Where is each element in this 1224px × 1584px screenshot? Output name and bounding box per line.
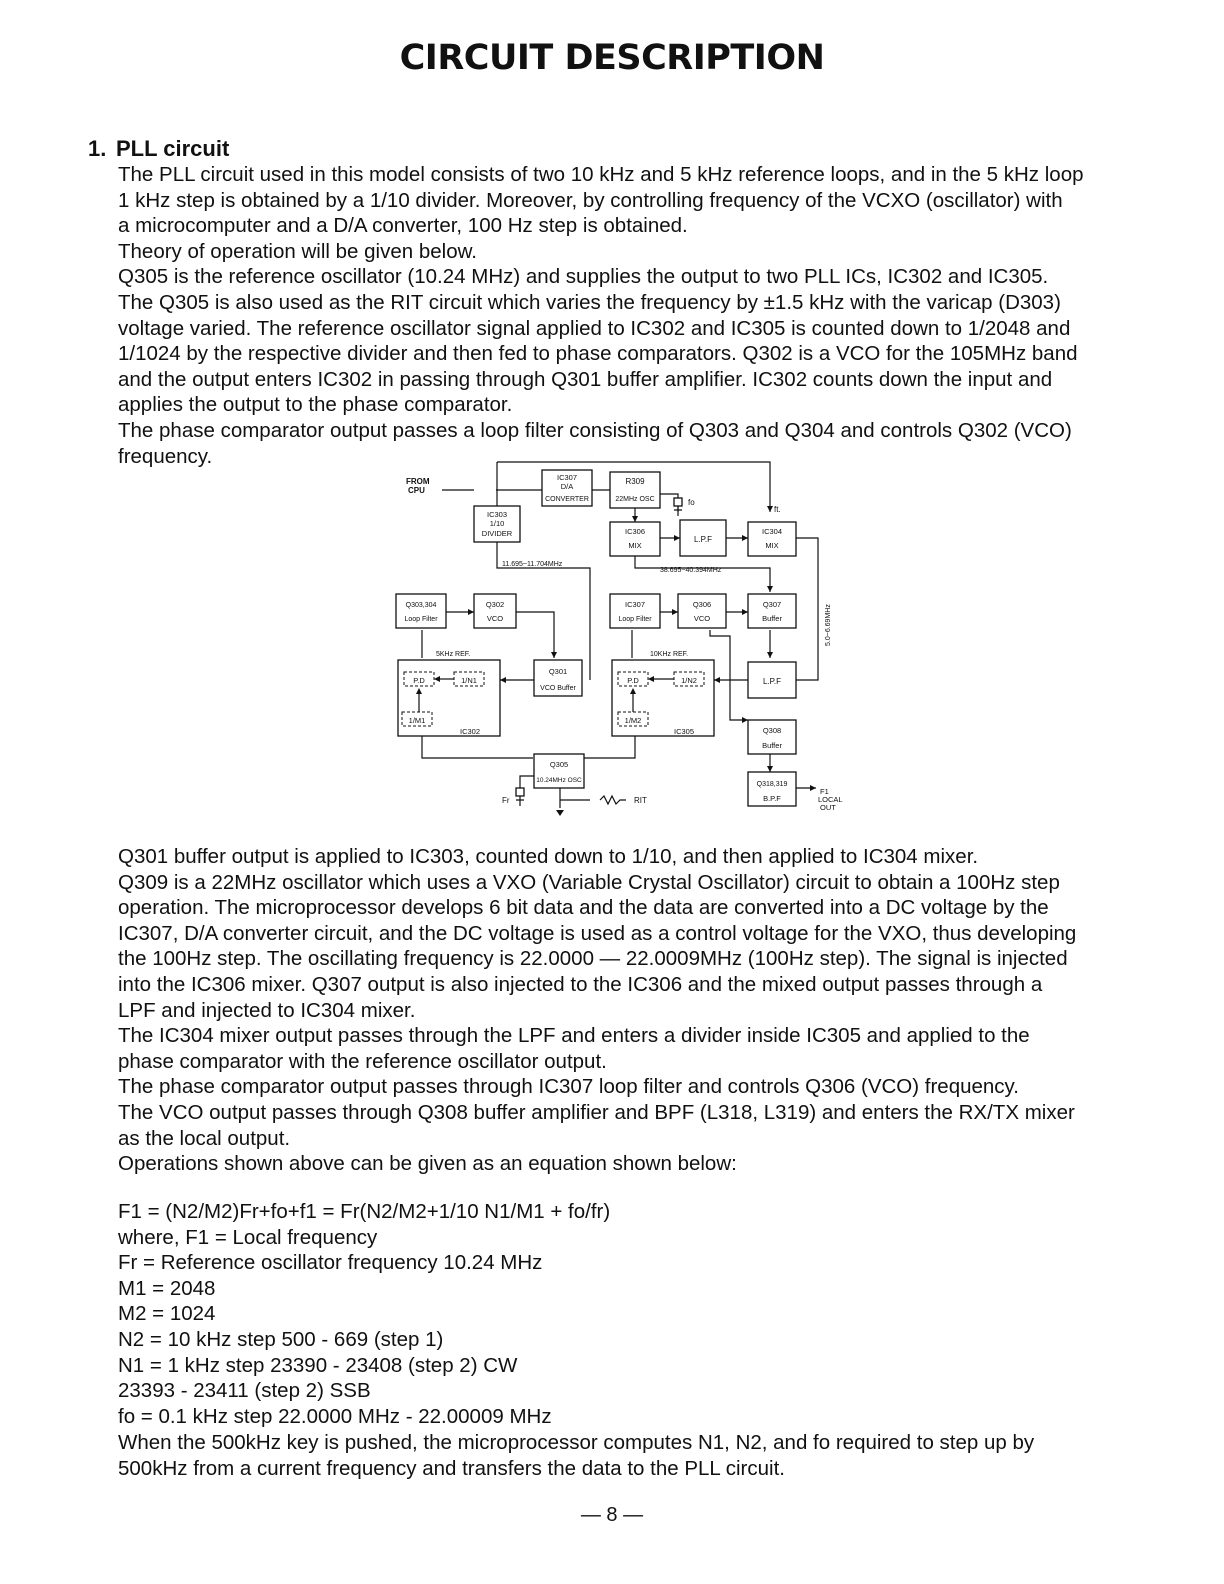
- lpf-block-upper: [680, 520, 726, 556]
- r309-oscillator-block: [610, 472, 660, 508]
- section-heading: [88, 136, 229, 162]
- ic307-da-converter-block: [542, 470, 592, 506]
- block-label: Q318,319: [756, 781, 788, 788]
- block-label: IC303: [486, 510, 508, 519]
- text-line: Theory of operation will be given below.: [118, 239, 477, 263]
- equation-line: 23393 - 23411 (step 2) SSB: [118, 1379, 371, 1403]
- pll-block-diagram: [390, 458, 860, 824]
- block-label: R309: [625, 477, 645, 486]
- block-label: Q303,304: [405, 602, 437, 609]
- local-out-label: LOCAL: [818, 795, 843, 804]
- text-line: LPF and injected to IC304 mixer.: [118, 998, 416, 1022]
- text-line: voltage varied. The reference oscillator signal applied to IC302 and IC305 is counted down to 1/2048 and: [118, 316, 1071, 340]
- ic303-divider-block: [474, 506, 520, 542]
- equation-line: F1 = (N2/M2)Fr+fo+f1 = Fr(N2/M2+1/10 N1/M1 + fo/fr): [118, 1200, 611, 1223]
- block-label: CONVERTER: [545, 496, 589, 503]
- text-line: a microcomputer and a D/A converter, 100 Hz step is obtained.: [118, 214, 688, 238]
- block-label: Loop Filter: [618, 616, 652, 623]
- q301-vco-buffer-block: [534, 660, 582, 696]
- text-line: The IC304 mixer output passes through the LPF and enters a divider inside IC305 and applied to the: [118, 1024, 1030, 1048]
- text-line: into the IC306 mixer. Q307 output is also injected to the IC306 and the mixed output passes through a: [118, 972, 1043, 996]
- q305-oscillator-block: [534, 754, 584, 788]
- equation-line: fo = 0.1 kHz step 22.0000 MHz - 22.00009 MHz: [118, 1404, 552, 1428]
- block-label: DIVIDER: [481, 529, 513, 538]
- block-label: MIX: [628, 541, 642, 550]
- block-label: IC304: [761, 527, 783, 536]
- body-paragraph: [118, 844, 1118, 1177]
- text-line: Operations shown above can be given as an equation shown below:: [118, 1152, 737, 1176]
- ic307-loop-filter-block: [610, 594, 660, 628]
- block-label: Buffer: [762, 741, 782, 750]
- closing-paragraph: [118, 1430, 1118, 1481]
- block-label: VCO Buffer: [540, 685, 576, 692]
- phase-detector-label: P.D: [413, 676, 425, 685]
- equation-line: M2 = 1024: [118, 1302, 216, 1326]
- ic306-mixer-block: [610, 522, 660, 556]
- text-line: operation. The microprocessor develops 6 bit data and the data are converted into a DC voltage by the: [118, 896, 1049, 920]
- divider-label: 1/N1: [461, 676, 477, 685]
- crystal-icon: [516, 788, 524, 796]
- block-label: VCO: [693, 614, 711, 623]
- lpf-block-lower: [748, 662, 796, 698]
- varicap-icon: [556, 810, 564, 816]
- text-line: The phase comparator output passes a loop filter consisting of Q303 and Q304 and controls Q302 (VCO): [118, 418, 1072, 442]
- text-line: Q305 is the reference oscillator (10.24 MHz) and supplies the output to two PLL ICs, IC302 and IC305.: [118, 265, 1049, 289]
- block-label: B.P.F: [763, 794, 781, 803]
- from-cpu-label: CPU: [408, 486, 425, 495]
- equation-block: [118, 1199, 1118, 1429]
- phase-detector-label: P.D: [627, 676, 639, 685]
- text-line: 500kHz from a current frequency and transfers the data to the PLL circuit.: [118, 1456, 785, 1480]
- intro-paragraph: [118, 162, 1118, 469]
- block-label: IC307: [556, 473, 578, 482]
- reference-label: 10KHz REF.: [650, 651, 689, 658]
- text-line: IC307, D/A converter circuit, and the DC voltage is used as a control voltage for the VXO, thus developing: [118, 921, 1077, 945]
- block-label: L.P.F: [693, 535, 713, 544]
- from-cpu-label: FROM: [406, 477, 430, 486]
- section-heading-text: PLL circuit: [116, 136, 230, 161]
- text-line: applies the output to the phase comparator.: [118, 393, 513, 417]
- ic304-mixer-block: [748, 522, 796, 556]
- text-line: The Q305 is also used as the RIT circuit which varies the frequency by ±1.5 kHz with the varicap (D303): [118, 290, 1061, 314]
- local-out-label: OUT: [820, 803, 836, 812]
- text-line: 1/1024 by the respective divider and then fed to phase comparators. Q302 is a VCO for the 105MHz band: [118, 342, 1078, 366]
- frequency-label: 11.695~11.704MHz: [502, 561, 563, 568]
- divider-label: 1/M2: [624, 716, 642, 725]
- text-line: and the output enters IC302 in passing through Q301 buffer amplifier. IC302 counts down the input and: [118, 367, 1053, 391]
- block-label: D/A: [560, 482, 574, 491]
- fr-label: Fr: [502, 796, 510, 805]
- text-line: the 100Hz step. The oscillating frequency is 22.0000 — 22.0009MHz (100Hz step). The signal is injected: [118, 947, 1068, 971]
- block-label: Q308: [762, 726, 782, 735]
- block-label: IC307: [624, 600, 646, 609]
- text-line: The PLL circuit used in this model consists of two 10 kHz and 5 kHz reference loops, and in the 5 kHz loop: [118, 163, 1084, 186]
- page-title: CIRCUIT DESCRIPTION: [399, 38, 825, 78]
- block-label: MIX: [765, 541, 779, 550]
- equation-line: N1 = 1 kHz step 23390 - 23408 (step 2) CW: [118, 1353, 518, 1377]
- ic305-label: IC305: [674, 727, 695, 736]
- block-label: 1/10: [489, 519, 505, 528]
- block-label: Q307: [762, 600, 782, 609]
- block-label: Q302: [485, 600, 505, 609]
- f1-label: F1: [820, 787, 829, 796]
- equation-line: Fr = Reference oscillator frequency 10.24 MHz: [118, 1251, 543, 1275]
- q308-buffer-block: [748, 720, 796, 754]
- frequency-label: 38.695~40.394MHz: [660, 567, 722, 574]
- bpf-block: [748, 772, 796, 806]
- text-line: phase comparator with the reference oscillator output.: [118, 1049, 607, 1073]
- ic302-label: IC302: [460, 727, 481, 736]
- rit-label: RIT: [634, 796, 647, 805]
- equation-line: N2 = 10 kHz step 500 - 669 (step 1): [118, 1327, 444, 1351]
- block-label: 10.24MHz OSC: [536, 777, 582, 784]
- block-label: Q301: [548, 667, 568, 676]
- block-label: Loop Filter: [404, 616, 438, 623]
- section-number: 1.: [88, 136, 107, 161]
- q307-buffer-block: [748, 594, 796, 628]
- text-line: The VCO output passes through Q308 buffer amplifier and BPF (L318, L319) and enters the RX/TX mixer: [118, 1100, 1075, 1124]
- text-line: 1 kHz step is obtained by a 1/10 divider. Moreover, by controlling frequency of the VCXO (oscillator) with: [118, 188, 1063, 212]
- q303-loop-filter-block: [396, 594, 446, 628]
- equation-line: M1 = 2048: [118, 1276, 216, 1300]
- text-line: Q309 is a 22MHz oscillator which uses a VXO (Variable Crystal Oscillator) circuit to obtain a 100Hz step: [118, 870, 1060, 894]
- ic305-block: [612, 660, 714, 736]
- fo-label: fo: [688, 498, 695, 507]
- divider-label: 1/M1: [408, 716, 426, 725]
- block-label: Q305: [549, 760, 569, 769]
- block-label: L.P.F: [762, 677, 782, 686]
- text-line: as the local output.: [118, 1126, 291, 1150]
- text-line: frequency.: [118, 444, 213, 468]
- q302-vco-block: [474, 594, 516, 628]
- equation-line: where, F1 = Local frequency: [118, 1225, 378, 1249]
- text-line: Q301 buffer output is applied to IC303, counted down to 1/10, and then applied to IC304 mixer.: [118, 845, 979, 868]
- crystal-icon: [674, 498, 682, 506]
- reference-label: 5KHz REF.: [436, 651, 471, 658]
- divider-label: 1/N2: [681, 676, 697, 685]
- block-label: Q306: [692, 600, 712, 609]
- block-label: 22MHz OSC: [615, 496, 655, 503]
- frequency-label: 5.0~6.69MHz: [825, 604, 832, 646]
- ic302-block: [398, 660, 500, 736]
- block-label: VCO: [486, 614, 504, 623]
- q306-vco-block: [678, 594, 726, 628]
- text-line: When the 500kHz key is pushed, the microprocessor computes N1, N2, and fo required to step up by: [118, 1431, 1035, 1454]
- block-label: IC306: [624, 527, 646, 536]
- text-line: The phase comparator output passes through IC307 loop filter and controls Q306 (VCO) frequency.: [118, 1075, 1019, 1099]
- page-number: — 8 —: [580, 1504, 644, 1526]
- block-label: Buffer: [762, 614, 782, 623]
- ft-label: ft.: [774, 505, 781, 514]
